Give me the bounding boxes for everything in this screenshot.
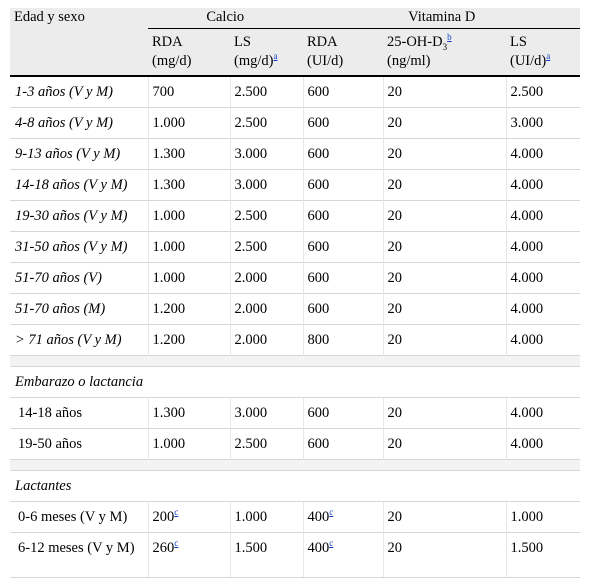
footnote-c-link[interactable]: c	[329, 538, 334, 549]
age-cell-value: 31-50 años (V y M)	[15, 239, 128, 255]
spacer-cell	[10, 460, 580, 471]
ls-calcio-cell	[230, 398, 303, 429]
ls-vitd-cell-value: 1.000	[510, 509, 544, 525]
ls-vitd-cell-value: 4.000	[510, 270, 544, 286]
ls-calcio-cell	[230, 263, 303, 294]
section-spacer	[10, 356, 580, 367]
header-rda-vitd-unit: (UI/d)	[307, 53, 344, 69]
rda-calcio-cell	[148, 533, 230, 578]
age-cell-value: 4-8 años (V y M)	[15, 115, 113, 131]
rda-calcio-cell-value: 200	[152, 509, 175, 525]
rda-calcio-cell-value: 1.200	[152, 332, 186, 348]
age-cell	[10, 232, 148, 263]
rda-calcio-cell-value: 1.300	[152, 405, 186, 421]
ls-vitd-cell	[506, 533, 580, 578]
rda-calcio-cell	[148, 201, 230, 232]
age-cell-value: 6-12 meses (V y M)	[18, 540, 135, 556]
ohd-cell	[383, 502, 506, 533]
table-row	[10, 325, 580, 356]
rda-vitd-cell-value: 600	[307, 405, 330, 421]
section-spacer	[10, 460, 580, 471]
ls-vitd-cell-value: 4.000	[510, 405, 544, 421]
ls-vitd-cell-value: 4.000	[510, 332, 544, 348]
ls-calcio-cell-value: 2.500	[234, 115, 268, 131]
ohd-cell-value: 20	[387, 177, 402, 193]
rda-vitd-cell	[303, 170, 383, 201]
age-cell-value: 1-3 años (V y M)	[15, 84, 113, 100]
ls-calcio-cell	[230, 429, 303, 460]
age-cell-value: > 71 años (V y M)	[15, 332, 122, 348]
table-row	[10, 294, 580, 325]
age-cell	[10, 533, 148, 578]
rda-vitd-cell-value: 600	[307, 436, 330, 452]
rda-vitd-cell-value: 600	[307, 301, 330, 317]
footnote-b-link[interactable]: b	[447, 32, 452, 43]
rda-vitd-cell	[303, 398, 383, 429]
table-body	[10, 76, 580, 578]
header-rda-calcio	[148, 29, 230, 77]
ls-calcio-cell	[230, 76, 303, 108]
ls-calcio-cell-value: 2.000	[234, 301, 268, 317]
rda-calcio-cell	[148, 108, 230, 139]
ohd-cell	[383, 294, 506, 325]
age-cell-value: 19-50 años	[18, 436, 83, 452]
table-row	[10, 263, 580, 294]
ohd-cell-value: 20	[387, 332, 402, 348]
header-rda-calcio-unit: (mg/d)	[152, 53, 192, 69]
rda-calcio-cell	[148, 325, 230, 356]
table-header	[10, 8, 580, 76]
ohd-cell	[383, 398, 506, 429]
ohd-cell	[383, 533, 506, 578]
ohd-cell-value: 20	[387, 115, 402, 131]
header-vitamina-d: Vitamina D	[303, 8, 580, 29]
ohd-cell	[383, 139, 506, 170]
rda-vitd-cell-value: 600	[307, 270, 330, 286]
header-ls-calcio-label: LS	[234, 34, 251, 50]
table-row	[10, 232, 580, 263]
ls-calcio-cell	[230, 533, 303, 578]
ls-vitd-cell	[506, 429, 580, 460]
age-cell	[10, 263, 148, 294]
rda-vitd-cell	[303, 232, 383, 263]
rda-calcio-cell	[148, 232, 230, 263]
ohd-cell-value: 20	[387, 540, 402, 556]
ls-vitd-cell	[506, 139, 580, 170]
ls-vitd-cell	[506, 398, 580, 429]
spacer-cell	[10, 356, 580, 367]
rda-calcio-cell-value: 1.000	[152, 436, 186, 452]
ls-calcio-cell-value: 2.500	[234, 208, 268, 224]
rda-vitd-cell	[303, 76, 383, 108]
header-rda-vitd-label: RDA	[307, 34, 338, 50]
rda-calcio-cell-value: 260	[152, 540, 175, 556]
age-cell-value: 19-30 años (V y M)	[15, 208, 128, 224]
ls-calcio-cell-value: 1.000	[234, 509, 268, 525]
age-cell	[10, 76, 148, 108]
header-rda-calcio-label: RDA	[152, 34, 183, 50]
ls-vitd-cell-value: 4.000	[510, 239, 544, 255]
table-row	[10, 502, 580, 533]
age-cell-value: 14-18 años	[18, 405, 83, 421]
ohd-cell	[383, 232, 506, 263]
nutrient-table-container	[10, 8, 580, 578]
table-row	[10, 139, 580, 170]
rda-calcio-cell-value: 1.000	[152, 208, 186, 224]
ls-vitd-cell	[506, 108, 580, 139]
ls-vitd-cell	[506, 170, 580, 201]
rda-vitd-cell	[303, 325, 383, 356]
ohd-cell	[383, 325, 506, 356]
footnote-a-link[interactable]: a	[273, 51, 278, 62]
rda-vitd-cell	[303, 533, 383, 578]
rda-calcio-cell	[148, 502, 230, 533]
ls-vitd-cell-value: 4.000	[510, 177, 544, 193]
ls-calcio-cell	[230, 139, 303, 170]
rda-vitd-cell	[303, 139, 383, 170]
age-cell	[10, 398, 148, 429]
section-pregnancy-title: Embarazo o lactancia	[10, 367, 580, 398]
ls-vitd-cell-value: 1.500	[510, 540, 544, 556]
ls-calcio-cell-value: 2.000	[234, 332, 268, 348]
age-cell	[10, 429, 148, 460]
header-rda-vitd	[303, 29, 383, 77]
table-row	[10, 429, 580, 460]
ohd-cell-value: 20	[387, 436, 402, 452]
ls-vitd-cell	[506, 294, 580, 325]
table-row	[10, 533, 580, 578]
ls-vitd-cell-value: 4.000	[510, 146, 544, 162]
ls-calcio-cell-value: 1.500	[234, 540, 268, 556]
ohd-cell-value: 20	[387, 405, 402, 421]
ls-calcio-cell	[230, 108, 303, 139]
rda-calcio-cell-value: 1.300	[152, 146, 186, 162]
rda-calcio-cell-value: 1.000	[152, 239, 186, 255]
rda-vitd-cell-value: 600	[307, 208, 330, 224]
rda-calcio-cell-value: 1.200	[152, 301, 186, 317]
ls-vitd-cell-value: 4.000	[510, 208, 544, 224]
rda-vitd-cell-value: 600	[307, 115, 330, 131]
rda-vitd-cell-value: 600	[307, 84, 330, 100]
header-25-oh-d3	[383, 29, 506, 77]
ohd-cell	[383, 201, 506, 232]
age-cell	[10, 201, 148, 232]
rda-vitd-cell-value: 600	[307, 177, 330, 193]
ohd-cell-value: 20	[387, 84, 402, 100]
rda-vitd-cell	[303, 263, 383, 294]
header-ls-calcio	[230, 29, 303, 77]
ls-calcio-cell-value: 2.000	[234, 270, 268, 286]
header-25-oh-d3-sub: 3	[442, 41, 448, 52]
rda-vitd-cell-value: 400	[307, 540, 330, 556]
ohd-cell-value: 20	[387, 301, 402, 317]
ls-vitd-cell-value: 3.000	[510, 115, 544, 131]
rda-calcio-cell	[148, 263, 230, 294]
table-row	[10, 398, 580, 429]
section-infants-title: Lactantes	[10, 471, 580, 502]
age-cell	[10, 294, 148, 325]
ls-vitd-cell	[506, 201, 580, 232]
table-row	[10, 201, 580, 232]
age-cell-value: 9-13 años (V y M)	[15, 146, 121, 162]
ls-calcio-cell	[230, 232, 303, 263]
header-ls-vitd	[506, 29, 580, 77]
rda-calcio-cell	[148, 139, 230, 170]
ohd-cell-value: 20	[387, 146, 402, 162]
ls-calcio-cell	[230, 201, 303, 232]
ls-vitd-cell-value: 4.000	[510, 301, 544, 317]
ohd-cell	[383, 170, 506, 201]
ls-vitd-cell	[506, 263, 580, 294]
ohd-cell-value: 20	[387, 270, 402, 286]
rda-vitd-cell	[303, 502, 383, 533]
ls-calcio-cell-value: 3.000	[234, 177, 268, 193]
ls-vitd-cell	[506, 232, 580, 263]
rda-calcio-cell-value: 1.300	[152, 177, 186, 193]
section-infants	[10, 471, 580, 502]
rda-calcio-cell	[148, 294, 230, 325]
footnote-c-link[interactable]: c	[329, 507, 334, 518]
footnote-a-link-2[interactable]: a	[546, 51, 551, 62]
header-ls-calcio-unit: (mg/d)	[234, 53, 274, 69]
rda-calcio-cell	[148, 398, 230, 429]
ohd-cell	[383, 108, 506, 139]
ls-vitd-cell-value: 2.500	[510, 84, 544, 100]
age-cell-value: 0-6 meses (V y M)	[18, 509, 128, 525]
rda-vitd-cell-value: 400	[307, 509, 330, 525]
rda-vitd-cell-value: 800	[307, 332, 330, 348]
rda-vitd-cell	[303, 294, 383, 325]
rda-calcio-cell-value: 1.000	[152, 115, 186, 131]
footnote-c-link[interactable]: c	[174, 507, 179, 518]
ohd-cell-value: 20	[387, 208, 402, 224]
ohd-cell	[383, 263, 506, 294]
ohd-cell-value: 20	[387, 509, 402, 525]
age-cell	[10, 502, 148, 533]
header-age: Edad y sexo	[10, 8, 148, 76]
age-cell-value: 51-70 años (M)	[15, 301, 106, 317]
age-cell	[10, 170, 148, 201]
ls-calcio-cell	[230, 170, 303, 201]
header-ls-vitd-label: LS	[510, 34, 527, 50]
rda-calcio-cell	[148, 76, 230, 108]
ohd-cell	[383, 429, 506, 460]
header-25-oh-d3-label: 25-OH-D	[387, 34, 443, 50]
age-cell-value: 51-70 años (V)	[15, 270, 102, 286]
calcium-vitamin-d-table	[10, 8, 580, 578]
age-cell-value: 14-18 años (V y M)	[15, 177, 128, 193]
ls-calcio-cell-value: 3.000	[234, 146, 268, 162]
footnote-c-link[interactable]: c	[174, 538, 179, 549]
ohd-cell	[383, 76, 506, 108]
ohd-cell-value: 20	[387, 239, 402, 255]
ls-calcio-cell-value: 2.500	[234, 84, 268, 100]
rda-vitd-cell	[303, 429, 383, 460]
table-row	[10, 170, 580, 201]
header-25-oh-d3-unit: (ng/ml)	[387, 53, 431, 69]
rda-calcio-cell	[148, 170, 230, 201]
header-ls-vitd-unit: (UI/d)	[510, 53, 547, 69]
header-calcio: Calcio	[148, 8, 303, 29]
table-row	[10, 76, 580, 108]
ls-vitd-cell-value: 4.000	[510, 436, 544, 452]
ls-calcio-cell-value: 2.500	[234, 239, 268, 255]
table-row	[10, 108, 580, 139]
ls-calcio-cell	[230, 294, 303, 325]
ls-calcio-cell	[230, 325, 303, 356]
ls-vitd-cell	[506, 502, 580, 533]
ls-calcio-cell	[230, 502, 303, 533]
section-pregnancy	[10, 367, 580, 398]
rda-vitd-cell-value: 600	[307, 146, 330, 162]
rda-vitd-cell	[303, 201, 383, 232]
age-cell	[10, 139, 148, 170]
rda-vitd-cell-value: 600	[307, 239, 330, 255]
rda-calcio-cell-value: 700	[152, 84, 175, 100]
ls-calcio-cell-value: 2.500	[234, 436, 268, 452]
ls-calcio-cell-value: 3.000	[234, 405, 268, 421]
rda-vitd-cell	[303, 108, 383, 139]
ls-vitd-cell	[506, 76, 580, 108]
rda-calcio-cell-value: 1.000	[152, 270, 186, 286]
ls-vitd-cell	[506, 325, 580, 356]
rda-calcio-cell	[148, 429, 230, 460]
age-cell	[10, 108, 148, 139]
age-cell	[10, 325, 148, 356]
